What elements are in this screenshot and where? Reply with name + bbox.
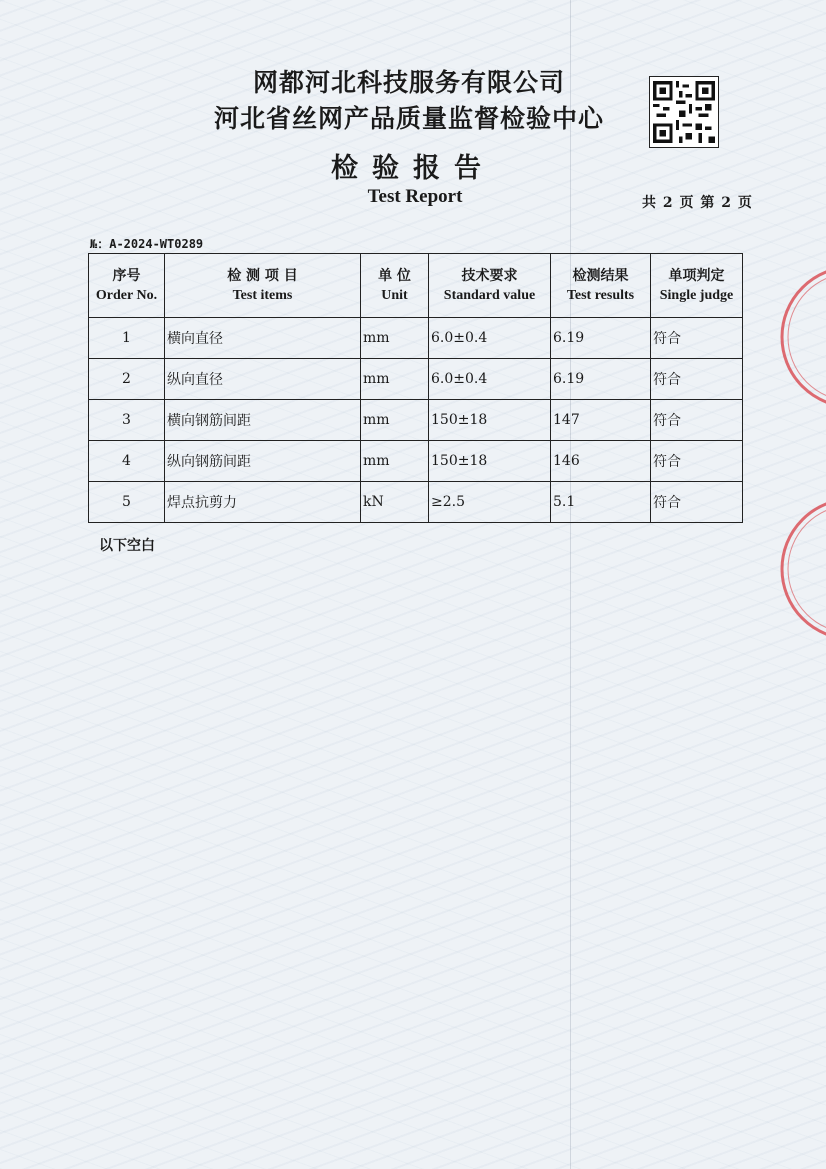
col-unit: 单 位 Unit	[361, 254, 429, 318]
col-test-results: 检测结果 Test results	[551, 254, 651, 318]
cell-unit: mm	[361, 441, 429, 482]
col-single-judge: 单项判定 Single judge	[651, 254, 743, 318]
cell-single-judge: 符合	[651, 318, 743, 359]
report-number: №：A-2024-WT0289	[90, 237, 204, 251]
cell-test-result: 146	[551, 441, 651, 482]
cell-standard-value: 6.0±0.4	[429, 318, 551, 359]
report-title-en: Test Report	[367, 186, 463, 207]
col-standard-value: 技术要求 Standard value	[429, 254, 551, 318]
cell-single-judge: 符合	[651, 400, 743, 441]
table-header-row	[89, 254, 743, 318]
cell-standard-value: 150±18	[429, 441, 551, 482]
table-row	[89, 482, 743, 523]
report-title-cn: 检验报告	[331, 153, 495, 184]
page-count: 共 2 页 第 2 页	[642, 195, 753, 211]
cell-unit: kN	[361, 482, 429, 523]
cell-single-judge: 符合	[651, 482, 743, 523]
table-row	[89, 400, 743, 441]
table-row	[89, 359, 743, 400]
cell-standard-value: ≥2.5	[429, 482, 551, 523]
inspection-seal-stamp	[776, 494, 826, 644]
cell-test-item: 焊点抗剪力	[165, 482, 361, 523]
cell-test-result: 5.1	[551, 482, 651, 523]
cell-standard-value: 150±18	[429, 400, 551, 441]
cell-test-item: 纵向钢筋间距	[165, 441, 361, 482]
col-order-no: 序号 Order No.	[89, 254, 165, 318]
table-row	[89, 318, 743, 359]
qr-code-icon	[649, 76, 719, 148]
blank-below-note: 以下空白	[99, 538, 155, 554]
company-seal-stamp	[774, 262, 826, 412]
cell-unit: mm	[361, 400, 429, 441]
cell-single-judge: 符合	[651, 441, 743, 482]
cell-test-result: 147	[551, 400, 651, 441]
cell-order-no: 2	[89, 359, 165, 400]
cell-unit: mm	[361, 359, 429, 400]
cell-test-item: 横向钢筋间距	[165, 400, 361, 441]
cell-order-no: 5	[89, 482, 165, 523]
table-row	[89, 441, 743, 482]
cell-standard-value: 6.0±0.4	[429, 359, 551, 400]
cell-order-no: 4	[89, 441, 165, 482]
col-test-items: 检 测 项 目 Test items	[165, 254, 361, 318]
cell-order-no: 3	[89, 400, 165, 441]
cell-single-judge: 符合	[651, 359, 743, 400]
inspection-center-name: 河北省丝网产品质量监督检验中心	[213, 104, 604, 133]
cell-test-result: 6.19	[551, 318, 651, 359]
cell-test-item: 横向直径	[165, 318, 361, 359]
cell-order-no: 1	[89, 318, 165, 359]
cell-test-item: 纵向直径	[165, 359, 361, 400]
cell-unit: mm	[361, 318, 429, 359]
company-name: 网都河北科技服务有限公司	[252, 68, 565, 97]
test-results-table	[88, 253, 743, 523]
cell-test-result: 6.19	[551, 359, 651, 400]
